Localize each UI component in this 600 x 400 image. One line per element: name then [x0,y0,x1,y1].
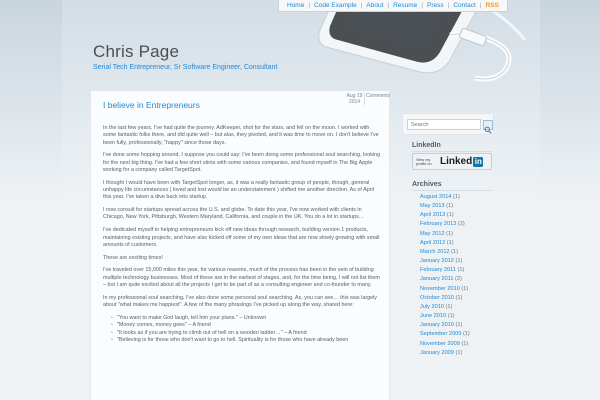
site-title[interactable]: Chris Page [93,42,180,61]
post-title[interactable]: I believe in Entrepreneurs [103,100,200,110]
archive-item [420,257,470,266]
site-tagline: Serial Tech Entrepreneur, Sr Software Engineer, Consultant [93,64,278,71]
nav-about-link[interactable]: About [366,2,384,9]
nav-separator: | [308,2,311,9]
archives-list [420,193,470,358]
archive-link[interactable]: January 2012 [420,258,454,265]
archive-item [420,202,470,211]
linkedin-profile-badge[interactable] [412,153,492,170]
search-button[interactable] [483,120,493,130]
post-paragraph: I've done some hopping around, I suppose you could say: I've been doing some professional soul searching, looking for the next big thing. I've had a few short stints with some various companies, and found myself in The Big Apple working for a company called TargetSpot. [103,152,381,173]
linkedin-badge-wordmark: Linked [440,156,473,167]
archive-link[interactable]: January 2009 [420,349,454,356]
archive-count: (1) [446,230,453,237]
archive-count: (1) [445,303,453,310]
quote-item: • "Believing is for those who don't want to go to hell. Spirituality is for those who have already been [111,337,383,344]
nav-press-link[interactable]: Press [427,2,444,9]
archive-count: (1) [446,203,453,210]
archives-heading: Archives [412,181,492,191]
archive-count: (1) [457,267,465,274]
linkedin-in-icon: in [474,156,482,166]
main-content [90,90,390,400]
post-paragraph: In my professional soul searching, I've also done some personal soul searching. As, you can see… this was largely about "what makes me happiest". A few of the many phrasings I've picked up along the way, shared here: [103,294,377,309]
post-paragraph: In the last few years, I've had quite the journey. AdKeeper, shot for the stars, and fell on the moon. I worked with some fantastic folks there, and did quite well – but alas, they pivoted, and it was time to move on. I don't believe I've been fully, professionally, "happy" since those days. [103,125,379,146]
archive-count: (1) [455,294,463,301]
archive-link[interactable]: April 2013 [420,212,446,219]
archive-item [420,193,470,202]
quote-list [111,315,383,344]
archive-count: (1) [461,340,469,347]
archive-link[interactable]: November 2009 [420,340,460,347]
post-date-day: Aug 19 [346,93,363,99]
archive-count: (1) [461,285,469,292]
archive-link[interactable]: June 2010 [420,313,447,320]
archive-link[interactable]: September 2009 [420,331,462,338]
archive-item [420,239,470,248]
archive-item [420,211,470,220]
post-comments-link[interactable]: Comments [366,93,391,99]
archive-link[interactable]: October 2010 [420,294,454,301]
nav-home-link[interactable]: Home [287,2,305,9]
archive-count: (1) [446,212,454,219]
nav-separator: | [360,2,363,9]
archive-item [420,275,470,284]
archive-link[interactable]: May 2012 [420,230,445,237]
archive-link[interactable]: January 2010 [420,322,454,329]
post-paragraph: I've dedicated myself to helping entrepreneurs kick off new ideas through research, building version 1 products, maintaining existing projects, and have also kicked off some of my own ideas that are now slowly growing with small amounts of customers. [103,227,380,248]
archive-item [420,294,470,303]
archive-item [420,303,470,312]
archive-link[interactable]: March 2012 [420,248,450,255]
archive-count: (2) [455,276,462,283]
archive-count: (1) [455,258,463,265]
post-paragraph: I thought I would have been with TargetSpot longer, as, it was a really fantastic group of people, though, general unhappy life circumstances ( loved and lost would be an understatement ) shifted me another direction. As of April this year, I've taken a dive back into startup. [103,179,374,201]
search-widget [402,113,494,135]
archive-link[interactable]: May 2013 [420,203,445,210]
search-icon [484,126,492,134]
quote-item: • "Money comes, money goes" – A friend [111,322,383,329]
post-paragraph: I've traveled over 15,000 miles this year, for various reasons, much of the process has been in the vein of building multiple technology businesses. Most of these are in the earliest of stages, and, for the time being, I will not list them – but I am quite excited about all the projects I get to be part of as a consulting engineer and co-founder to many. [103,267,380,289]
archive-link[interactable]: January 2011 [420,276,454,283]
quote-item: • "You want to make God laugh, tell him your plans." – Unknown [111,315,383,322]
post-paragraph: I now consult for startups spread across the U.S. and globe. To date this year, I've now worked with clients in Chicago, New York, Pittsburgh, Western Maryland, California, and couple in the UK. You do a lot in startups… [103,207,365,221]
nav-code-example-link[interactable]: Code Example [314,2,357,9]
archive-count: (1) [452,194,460,200]
archive-link[interactable]: July 2010 [420,303,444,310]
linkedin-badge-caption: View my profile on [416,157,432,166]
post-paragraph: These are exciting times! [103,254,163,261]
post-date-year: 2014 [348,99,361,105]
archive-item [420,220,470,229]
archive-link[interactable]: August 2014 [420,194,452,200]
archive-link[interactable]: November 2010 [420,285,460,292]
archive-count: (1) [451,248,458,255]
nav-separator: | [421,2,424,9]
archive-item [420,312,470,321]
archive-item [420,266,470,275]
search-input[interactable] [407,119,481,130]
post-body [103,125,383,344]
archive-count: (1) [462,331,470,338]
nav-rss-link[interactable]: RSS [485,2,499,9]
archive-link[interactable]: April 2012 [420,239,446,246]
top-navigation [278,0,508,12]
linkedin-heading: LinkedIn [412,142,492,152]
post-date [345,93,365,105]
archive-link[interactable]: February 2013 [420,221,457,228]
nav-separator: | [447,2,450,9]
archive-count: (1) [455,349,463,356]
archive-item [420,330,470,339]
archive-item [420,340,470,349]
nav-separator: | [387,2,390,9]
nav-contact-link[interactable]: Contact [453,2,476,9]
archive-link[interactable]: February 2011 [420,267,456,274]
archive-item [420,248,470,257]
archive-item [420,349,470,358]
archive-item [420,230,470,239]
archive-item [420,321,470,330]
quote-item: • "It looks as if you are trying to climb out of hell on a wooden ladder…" – A friend [111,330,383,337]
nav-resume-link[interactable]: Resume [393,2,418,9]
archive-count: (1) [446,239,454,246]
archive-count: (1) [447,313,455,320]
nav-separator: | [479,2,482,9]
archive-item [420,285,470,294]
archive-count: (2) [457,221,465,228]
archive-count: (1) [455,322,463,329]
